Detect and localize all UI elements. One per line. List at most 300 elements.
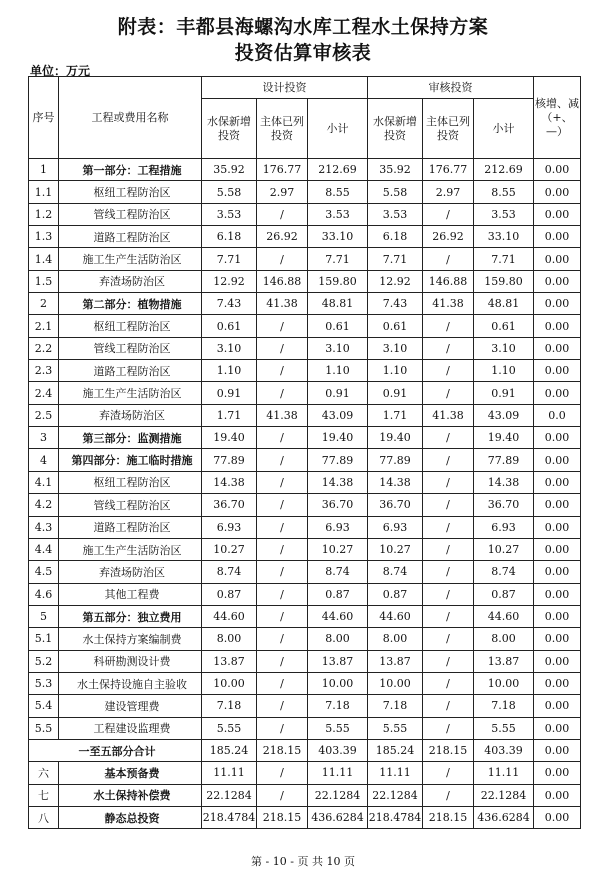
cell-seq: 1.2 [29, 203, 59, 225]
cell-d-new: 3.10 [202, 337, 257, 359]
cell-name: 施工生产生活防治区 [59, 382, 202, 404]
cell-diff: 0.00 [534, 538, 581, 560]
cell-r-new: 7.43 [368, 293, 423, 315]
table-row [29, 337, 581, 359]
cell-r-new: 22.1284 [368, 784, 423, 806]
cell-r-main: / [423, 449, 474, 471]
cell-diff: 0.00 [534, 203, 581, 225]
cell-r-new: 10.27 [368, 538, 423, 560]
cell-d-main: / [257, 717, 308, 739]
cell-diff: 0.00 [534, 226, 581, 248]
cell-r-new: 218.4784 [368, 806, 423, 828]
cell-name: 第三部分：监测措施 [59, 427, 202, 449]
cell-name: 工程建设监理费 [59, 717, 202, 739]
cell-d-new: 19.40 [202, 427, 257, 449]
cell-name: 施工生产生活防治区 [59, 248, 202, 270]
table-row [29, 583, 581, 605]
cell-r-new: 185.24 [368, 739, 423, 761]
cell-d-main: 218.15 [257, 739, 308, 761]
cell-d-new: 22.1284 [202, 784, 257, 806]
cell-seq: 1.1 [29, 181, 59, 203]
cell-r-main: / [423, 605, 474, 627]
header-review-new: 水保新增投资 [368, 99, 423, 159]
cell-d-sub: 403.39 [308, 739, 368, 761]
cell-diff: 0.00 [534, 471, 581, 493]
cell-seq: 4.2 [29, 494, 59, 516]
cell-d-sub: 7.71 [308, 248, 368, 270]
cell-seq: 4.4 [29, 538, 59, 560]
investment-table [28, 76, 581, 829]
cell-r-new: 3.53 [368, 203, 423, 225]
cell-diff: 0.00 [534, 181, 581, 203]
cell-diff: 0.00 [534, 784, 581, 806]
cell-d-main: / [257, 628, 308, 650]
cell-seq: 2.4 [29, 382, 59, 404]
cell-diff: 0.00 [534, 494, 581, 516]
cell-d-new: 185.24 [202, 739, 257, 761]
cell-d-sub: 3.53 [308, 203, 368, 225]
cell-d-sub: 1.10 [308, 360, 368, 382]
cell-d-sub: 33.10 [308, 226, 368, 248]
cell-diff: 0.00 [534, 762, 581, 784]
cell-r-sub: 6.93 [474, 516, 534, 538]
cell-r-new: 13.87 [368, 650, 423, 672]
cell-r-main: 26.92 [423, 226, 474, 248]
cell-r-sub: 22.1284 [474, 784, 534, 806]
cell-r-sub: 3.10 [474, 337, 534, 359]
table-row [29, 538, 581, 560]
cell-diff: 0.00 [534, 717, 581, 739]
cell-r-sub: 77.89 [474, 449, 534, 471]
cell-r-new: 11.11 [368, 762, 423, 784]
table-row [29, 494, 581, 516]
cell-seq: 1.3 [29, 226, 59, 248]
cell-d-main: 41.38 [257, 404, 308, 426]
table-row [29, 315, 581, 337]
cell-r-sub: 43.09 [474, 404, 534, 426]
cell-r-sub: 159.80 [474, 270, 534, 292]
cell-d-sub: 436.6284 [308, 806, 368, 828]
summary-row [29, 762, 581, 784]
cell-d-main: 2.97 [257, 181, 308, 203]
cell-r-main: / [423, 382, 474, 404]
cell-r-new: 44.60 [368, 605, 423, 627]
cell-diff: 0.00 [534, 382, 581, 404]
cell-name: 静态总投资 [59, 806, 202, 828]
table-row [29, 516, 581, 538]
table-row [29, 471, 581, 493]
cell-seq: 2 [29, 293, 59, 315]
cell-d-new: 10.00 [202, 672, 257, 694]
cell-seq: 4.6 [29, 583, 59, 605]
cell-d-main: / [257, 494, 308, 516]
cell-r-sub: 14.38 [474, 471, 534, 493]
cell-r-new: 19.40 [368, 427, 423, 449]
cell-d-sub: 6.93 [308, 516, 368, 538]
header-review-subtotal: 小计 [474, 99, 534, 159]
cell-diff: 0.00 [534, 628, 581, 650]
summary-row [29, 806, 581, 828]
cell-r-sub: 48.81 [474, 293, 534, 315]
cell-d-sub: 48.81 [308, 293, 368, 315]
cell-seq: 5 [29, 605, 59, 627]
cell-d-main: / [257, 538, 308, 560]
cell-r-new: 0.61 [368, 315, 423, 337]
cell-d-main: / [257, 784, 308, 806]
cell-d-main: / [257, 650, 308, 672]
cell-r-main: / [423, 762, 474, 784]
cell-r-sub: 212.69 [474, 159, 534, 181]
cell-diff: 0.00 [534, 449, 581, 471]
cell-d-sub: 212.69 [308, 159, 368, 181]
table-row [29, 449, 581, 471]
cell-r-new: 5.58 [368, 181, 423, 203]
cell-seq: 2.2 [29, 337, 59, 359]
cell-d-sub: 10.00 [308, 672, 368, 694]
cell-seq: 1 [29, 159, 59, 181]
cell-d-main: / [257, 695, 308, 717]
cell-diff: 0.00 [534, 270, 581, 292]
cell-seq: 3 [29, 427, 59, 449]
cell-d-new: 7.43 [202, 293, 257, 315]
cell-d-new: 35.92 [202, 159, 257, 181]
cell-d-sub: 8.55 [308, 181, 368, 203]
cell-d-sub: 36.70 [308, 494, 368, 516]
cell-r-main: / [423, 360, 474, 382]
cell-d-main: 41.38 [257, 293, 308, 315]
cell-r-sub: 8.55 [474, 181, 534, 203]
cell-d-main: / [257, 248, 308, 270]
cell-d-main: / [257, 762, 308, 784]
cell-summary-label: 一至五部分合计 [29, 739, 202, 761]
cell-r-main: 146.88 [423, 270, 474, 292]
cell-d-sub: 0.61 [308, 315, 368, 337]
header-design: 设计投资 [202, 77, 368, 99]
cell-d-main: / [257, 471, 308, 493]
cell-r-new: 14.38 [368, 471, 423, 493]
cell-name: 管线工程防治区 [59, 337, 202, 359]
cell-r-main: / [423, 672, 474, 694]
table-row [29, 226, 581, 248]
cell-d-main: 146.88 [257, 270, 308, 292]
cell-d-sub: 13.87 [308, 650, 368, 672]
cell-name: 第二部分：植物措施 [59, 293, 202, 315]
cell-d-main: 26.92 [257, 226, 308, 248]
cell-r-sub: 8.74 [474, 561, 534, 583]
cell-seq: 1.5 [29, 270, 59, 292]
cell-r-new: 35.92 [368, 159, 423, 181]
cell-name: 基本预备费 [59, 762, 202, 784]
cell-r-new: 6.18 [368, 226, 423, 248]
header-review-main: 主体已列投资 [423, 99, 474, 159]
table-row [29, 360, 581, 382]
cell-r-sub: 8.00 [474, 628, 534, 650]
table-row [29, 382, 581, 404]
cell-diff: 0.00 [534, 293, 581, 315]
cell-r-main: / [423, 628, 474, 650]
cell-d-main: / [257, 561, 308, 583]
cell-seq: 六 [29, 762, 59, 784]
header-review: 审核投资 [368, 77, 534, 99]
cell-d-main: / [257, 672, 308, 694]
cell-r-sub: 3.53 [474, 203, 534, 225]
cell-r-sub: 19.40 [474, 427, 534, 449]
cell-name: 第一部分：工程措施 [59, 159, 202, 181]
cell-diff: 0.00 [534, 561, 581, 583]
cell-name: 道路工程防治区 [59, 360, 202, 382]
table-row [29, 605, 581, 627]
title-line-2: 投资估算审核表 [234, 42, 372, 64]
cell-seq: 4.3 [29, 516, 59, 538]
cell-d-main: / [257, 427, 308, 449]
header-design-main: 主体已列投资 [257, 99, 308, 159]
cell-d-new: 1.71 [202, 404, 257, 426]
cell-d-new: 7.71 [202, 248, 257, 270]
cell-r-sub: 10.27 [474, 538, 534, 560]
cell-name: 弃渣场防治区 [59, 404, 202, 426]
cell-d-sub: 77.89 [308, 449, 368, 471]
cell-r-new: 6.93 [368, 516, 423, 538]
table-row [29, 650, 581, 672]
cell-d-sub: 10.27 [308, 538, 368, 560]
cell-diff: 0.0 [534, 404, 581, 426]
cell-r-main: 41.38 [423, 293, 474, 315]
cell-d-sub: 8.00 [308, 628, 368, 650]
cell-d-new: 6.93 [202, 516, 257, 538]
cell-diff: 0.00 [534, 605, 581, 627]
cell-diff: 0.00 [534, 315, 581, 337]
cell-r-new: 0.91 [368, 382, 423, 404]
cell-r-sub: 7.18 [474, 695, 534, 717]
cell-r-main: / [423, 337, 474, 359]
cell-name: 水土保持方案编制费 [59, 628, 202, 650]
cell-r-main: 176.77 [423, 159, 474, 181]
unit-label: 单位：万元 [30, 64, 91, 78]
cell-r-main: / [423, 494, 474, 516]
cell-d-main: / [257, 360, 308, 382]
table-row [29, 427, 581, 449]
cell-r-sub: 0.61 [474, 315, 534, 337]
cell-name: 道路工程防治区 [59, 516, 202, 538]
cell-d-new: 7.18 [202, 695, 257, 717]
cell-r-main: 218.15 [423, 806, 474, 828]
cell-d-main: / [257, 516, 308, 538]
table-row [29, 293, 581, 315]
cell-d-sub: 0.91 [308, 382, 368, 404]
cell-d-new: 3.53 [202, 203, 257, 225]
cell-seq: 4 [29, 449, 59, 471]
cell-diff: 0.00 [534, 806, 581, 828]
cell-d-new: 36.70 [202, 494, 257, 516]
cell-d-new: 1.10 [202, 360, 257, 382]
cell-name: 道路工程防治区 [59, 226, 202, 248]
cell-name: 管线工程防治区 [59, 203, 202, 225]
header-design-new: 水保新增投资 [202, 99, 257, 159]
cell-d-new: 14.38 [202, 471, 257, 493]
cell-diff: 0.00 [534, 427, 581, 449]
cell-seq: 2.3 [29, 360, 59, 382]
cell-d-new: 8.00 [202, 628, 257, 650]
title-line-1: 附表：丰都县海螺沟水库工程水土保持方案 [117, 16, 489, 38]
table-row [29, 181, 581, 203]
cell-name: 枢纽工程防治区 [59, 181, 202, 203]
cell-r-new: 12.92 [368, 270, 423, 292]
cell-d-new: 0.87 [202, 583, 257, 605]
cell-d-new: 6.18 [202, 226, 257, 248]
cell-r-new: 7.18 [368, 695, 423, 717]
cell-r-main: / [423, 427, 474, 449]
cell-name: 建设管理费 [59, 695, 202, 717]
cell-name: 水土保持补偿费 [59, 784, 202, 806]
cell-r-sub: 10.00 [474, 672, 534, 694]
cell-r-sub: 403.39 [474, 739, 534, 761]
cell-d-new: 44.60 [202, 605, 257, 627]
header-diff: 核增、减（+、—） [534, 77, 581, 159]
cell-r-sub: 44.60 [474, 605, 534, 627]
cell-diff: 0.00 [534, 739, 581, 761]
cell-r-sub: 0.87 [474, 583, 534, 605]
cell-r-sub: 13.87 [474, 650, 534, 672]
cell-d-sub: 11.11 [308, 762, 368, 784]
cell-d-sub: 19.40 [308, 427, 368, 449]
cell-r-main: 2.97 [423, 181, 474, 203]
summary-row [29, 784, 581, 806]
cell-r-sub: 436.6284 [474, 806, 534, 828]
cell-d-main: / [257, 337, 308, 359]
cell-d-main: 176.77 [257, 159, 308, 181]
cell-r-new: 1.71 [368, 404, 423, 426]
cell-r-main: / [423, 784, 474, 806]
table-row [29, 404, 581, 426]
cell-r-sub: 33.10 [474, 226, 534, 248]
cell-r-new: 3.10 [368, 337, 423, 359]
cell-seq: 八 [29, 806, 59, 828]
cell-r-main: / [423, 695, 474, 717]
cell-r-main: / [423, 248, 474, 270]
table-row [29, 717, 581, 739]
header-design-subtotal: 小计 [308, 99, 368, 159]
cell-diff: 0.00 [534, 360, 581, 382]
cell-d-main: 218.15 [257, 806, 308, 828]
cell-seq: 4.1 [29, 471, 59, 493]
table-row [29, 628, 581, 650]
cell-seq: 2.1 [29, 315, 59, 337]
cell-seq: 2.5 [29, 404, 59, 426]
cell-r-main: / [423, 717, 474, 739]
table-row [29, 270, 581, 292]
cell-r-main: / [423, 650, 474, 672]
cell-r-main: / [423, 516, 474, 538]
cell-d-main: / [257, 583, 308, 605]
cell-name: 第四部分：施工临时措施 [59, 449, 202, 471]
cell-seq: 5.3 [29, 672, 59, 694]
cell-d-sub: 44.60 [308, 605, 368, 627]
cell-diff: 0.00 [534, 672, 581, 694]
cell-r-sub: 0.91 [474, 382, 534, 404]
table-row [29, 203, 581, 225]
cell-diff: 0.00 [534, 650, 581, 672]
cell-d-sub: 7.18 [308, 695, 368, 717]
cell-d-main: / [257, 605, 308, 627]
cell-r-sub: 36.70 [474, 494, 534, 516]
cell-seq: 4.5 [29, 561, 59, 583]
cell-seq: 5.5 [29, 717, 59, 739]
cell-name: 弃渣场防治区 [59, 270, 202, 292]
cell-diff: 0.00 [534, 159, 581, 181]
cell-r-main: / [423, 471, 474, 493]
cell-r-sub: 1.10 [474, 360, 534, 382]
cell-r-new: 7.71 [368, 248, 423, 270]
cell-r-main: 218.15 [423, 739, 474, 761]
cell-name: 管线工程防治区 [59, 494, 202, 516]
cell-name: 施工生产生活防治区 [59, 538, 202, 560]
table-row [29, 695, 581, 717]
cell-d-sub: 0.87 [308, 583, 368, 605]
cell-d-new: 0.61 [202, 315, 257, 337]
cell-seq: 1.4 [29, 248, 59, 270]
cell-seq: 5.1 [29, 628, 59, 650]
cell-d-main: / [257, 203, 308, 225]
cell-d-main: / [257, 315, 308, 337]
cell-diff: 0.00 [534, 248, 581, 270]
table-row [29, 159, 581, 181]
cell-r-new: 10.00 [368, 672, 423, 694]
header-name: 工程或费用名称 [59, 77, 202, 159]
cell-r-sub: 7.71 [474, 248, 534, 270]
cell-r-new: 8.00 [368, 628, 423, 650]
cell-diff: 0.00 [534, 583, 581, 605]
cell-r-new: 8.74 [368, 561, 423, 583]
cell-r-main: / [423, 315, 474, 337]
cell-d-sub: 159.80 [308, 270, 368, 292]
table-row [29, 561, 581, 583]
cell-d-new: 10.27 [202, 538, 257, 560]
cell-diff: 0.00 [534, 695, 581, 717]
cell-seq: 5.2 [29, 650, 59, 672]
cell-d-new: 5.58 [202, 181, 257, 203]
summary-row [29, 739, 581, 761]
header-seq: 序号 [29, 77, 59, 159]
cell-name: 科研勘测设计费 [59, 650, 202, 672]
cell-d-new: 218.4784 [202, 806, 257, 828]
cell-name: 枢纽工程防治区 [59, 471, 202, 493]
cell-d-sub: 5.55 [308, 717, 368, 739]
cell-diff: 0.00 [534, 516, 581, 538]
cell-r-sub: 5.55 [474, 717, 534, 739]
cell-d-new: 8.74 [202, 561, 257, 583]
cell-d-new: 12.92 [202, 270, 257, 292]
cell-r-main: / [423, 561, 474, 583]
cell-r-main: / [423, 203, 474, 225]
cell-seq: 七 [29, 784, 59, 806]
cell-d-new: 0.91 [202, 382, 257, 404]
cell-d-main: / [257, 382, 308, 404]
cell-d-main: / [257, 449, 308, 471]
cell-d-sub: 22.1284 [308, 784, 368, 806]
cell-r-new: 36.70 [368, 494, 423, 516]
cell-d-sub: 43.09 [308, 404, 368, 426]
cell-r-new: 0.87 [368, 583, 423, 605]
cell-name: 枢纽工程防治区 [59, 315, 202, 337]
cell-d-new: 11.11 [202, 762, 257, 784]
cell-r-sub: 11.11 [474, 762, 534, 784]
cell-name: 弃渣场防治区 [59, 561, 202, 583]
cell-name: 水土保持设施自主验收 [59, 672, 202, 694]
cell-r-new: 1.10 [368, 360, 423, 382]
cell-r-main: / [423, 583, 474, 605]
cell-r-new: 77.89 [368, 449, 423, 471]
cell-r-new: 5.55 [368, 717, 423, 739]
